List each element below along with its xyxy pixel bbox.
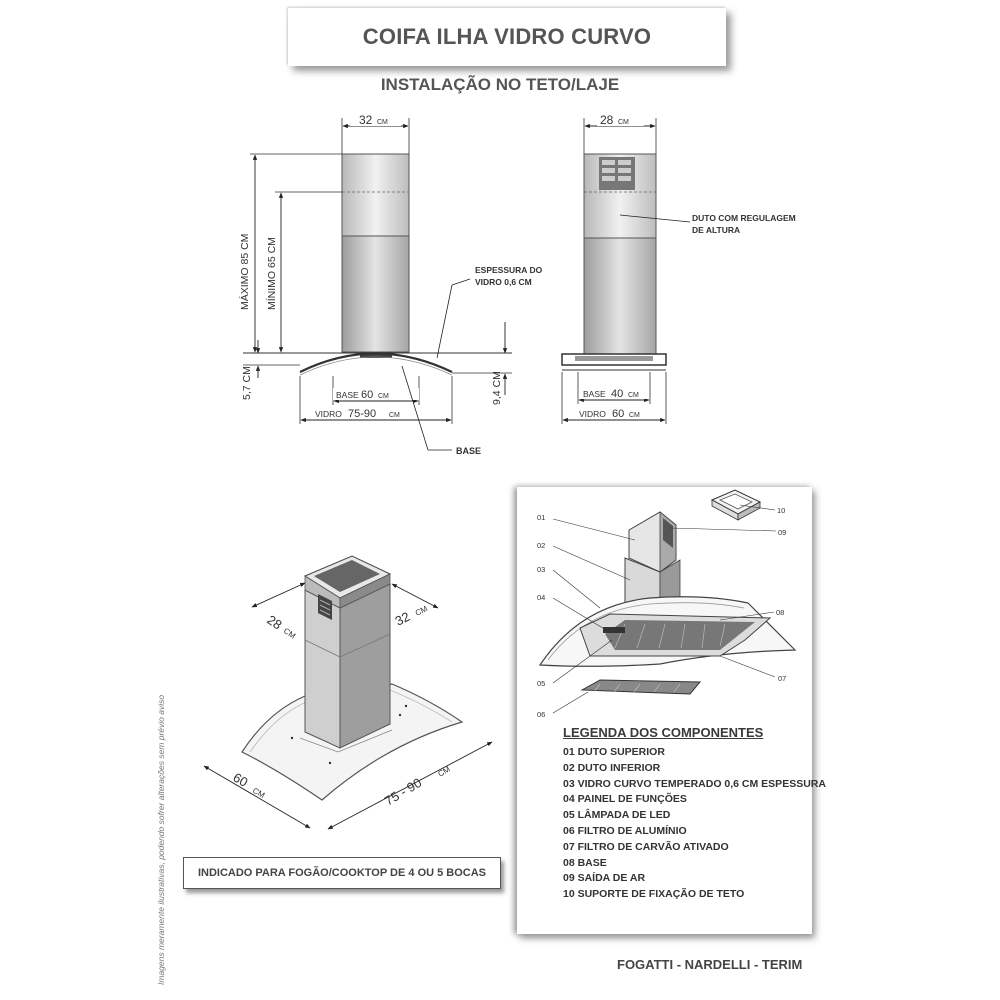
- glass-thickness-label-2: VIDRO 0,6 CM: [475, 277, 532, 287]
- exploded-aluminium-filter: [582, 680, 700, 694]
- legend-item: 05 LÂMPADA DE LED: [563, 809, 671, 822]
- base-callout-label: BASE: [456, 446, 482, 456]
- min-height-label: MÍNIMO 65 CM: [266, 237, 278, 310]
- side-base-value: 40: [611, 388, 624, 400]
- front-base-unit: CM: [378, 393, 389, 400]
- iso-dim-60-unit: CM: [251, 785, 267, 800]
- legend-item: 08 BASE: [563, 856, 607, 869]
- exploded-label-06: 06: [537, 710, 546, 719]
- front-glass-unit: CM: [389, 412, 400, 419]
- exploded-label-05: 05: [537, 679, 546, 688]
- iso-dim-28: 28: [264, 612, 285, 633]
- iso-dim-28-unit: CM: [281, 626, 298, 641]
- legend-title: LEGENDA DOS COMPONENTES: [563, 725, 764, 740]
- exploded-label-03: 03: [537, 565, 546, 574]
- legend-item: 02 DUTO INFERIOR: [563, 761, 661, 774]
- exploded-label-09: 09: [778, 528, 787, 537]
- front-glass-value: 75-90: [348, 408, 377, 420]
- side-view: [562, 113, 796, 424]
- legend-item: 09 SAÍDA DE AR: [563, 872, 646, 885]
- cooktop-note-box: [183, 857, 501, 889]
- page-title: COIFA ILHA VIDRO CURVO: [362, 24, 652, 49]
- exploded-label-02: 02: [537, 541, 546, 550]
- side-width-unit: CM: [618, 119, 629, 126]
- legend-item: 01 DUTO SUPERIOR: [563, 746, 665, 758]
- front-width-value: 32: [359, 113, 373, 127]
- front-view: [238, 113, 543, 456]
- legend-item: 03 VIDRO CURVO TEMPERADO 0,6 CM ESPESSURA: [563, 777, 826, 790]
- iso-dim-60: 60: [230, 769, 251, 790]
- front-glass-prefix: VIDRO: [315, 409, 342, 419]
- front-upper-duct: [342, 154, 409, 236]
- exploded-label-10: 10: [777, 506, 786, 515]
- brands: FOGATTI - NARDELLI - TERIM: [617, 957, 803, 972]
- side-glass-prefix: VIDRO: [579, 409, 606, 419]
- iso-dim-32: 32: [392, 608, 413, 629]
- duct-label-2: DE ALTURA: [692, 225, 741, 235]
- duct-label-1: DUTO COM REGULAGEM: [692, 213, 796, 223]
- exploded-label-08: 08: [776, 608, 785, 617]
- right-offset-label: 9,4 CM: [491, 371, 503, 405]
- front-width-unit: CM: [377, 119, 388, 126]
- max-height-label: MÁXIMO 85 CM: [239, 233, 251, 310]
- front-base-value: 60: [361, 389, 374, 401]
- side-lower-duct: [584, 238, 656, 354]
- exploded-view: [537, 490, 795, 719]
- exploded-label-01: 01: [537, 513, 546, 522]
- front-base-prefix: BASE: [336, 390, 359, 400]
- ceiling-support: [712, 490, 760, 520]
- left-offset-label: 5,7 CM: [241, 366, 253, 400]
- air-vent-grid: [599, 157, 635, 190]
- exploded-label-07: 07: [778, 674, 787, 683]
- glass-thickness-label-1: ESPESSURA DO: [475, 265, 543, 275]
- side-base-unit: CM: [628, 392, 639, 399]
- legend-item: 07 FILTRO DE CARVÃO ATIVADO: [563, 840, 729, 853]
- side-width-value: 28: [600, 113, 614, 127]
- side-glass-unit: CM: [629, 412, 640, 419]
- legend-item: 04 PAINEL DE FUNÇÕES: [563, 793, 687, 806]
- side-base-prefix: BASE: [583, 389, 606, 399]
- iso-dim-7590-unit: CM: [436, 764, 452, 779]
- legend-item: 10 SUPORTE DE FIXAÇÃO DE TETO: [563, 888, 745, 901]
- cooktop-note: INDICADO PARA FOGÃO/COOKTOP DE 4 OU 5 BOCAS: [197, 867, 487, 879]
- front-lower-duct: [342, 236, 409, 352]
- page-subtitle: INSTALAÇÃO NO TETO/LAJE: [380, 75, 620, 94]
- side-glass-value: 60: [612, 408, 625, 420]
- legend: [563, 725, 826, 903]
- legend-item: 06 FILTRO DE ALUMÍNIO: [563, 824, 687, 837]
- iso-dim-32-unit: CM: [413, 604, 430, 618]
- function-panel: [603, 627, 625, 633]
- exploded-label-04: 04: [537, 593, 546, 602]
- disclaimer: Imagens meramente ilustrativas, podendo sofrer alterações sem prévio aviso: [156, 694, 166, 985]
- iso-dim-7590: 75 - 90: [381, 774, 425, 809]
- iso-duct-right-face: [340, 584, 390, 748]
- isometric-view: [204, 556, 492, 829]
